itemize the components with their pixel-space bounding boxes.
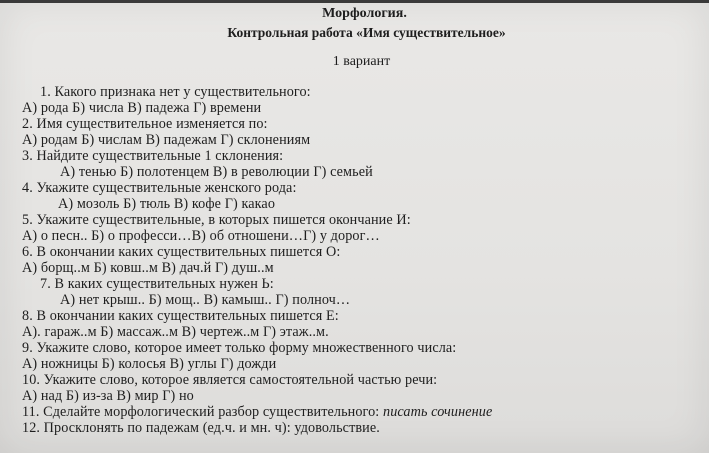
answers-6: А) борщ..м Б) ковш..м В) дач.й Г) душ..м <box>22 260 274 276</box>
question-7: 7. В каких существительных нужен Ь: <box>40 276 274 292</box>
variant-label: 1 вариант <box>332 54 391 69</box>
question-1: 1. Какого признака нет у существительного: <box>40 84 311 100</box>
answers-7: А) нет крыш.. Б) мощ.. В) камыш.. Г) полноч… <box>60 292 351 308</box>
answers-2: А) родам Б) числам В) падежам Г) склонениям <box>22 132 311 148</box>
question-5: 5. Укажите существительные, в которых пишется окончание И: <box>22 212 411 228</box>
question-2: 2. Имя существительное изменяется по: <box>22 116 268 132</box>
question-10: 10. Укажите слово, которое является самостоятельной частью речи: <box>22 372 438 388</box>
test-title: Контрольная работа «Имя существительное» <box>227 25 506 40</box>
answers-1: А) рода Б) числа В) падежа Г) времени <box>22 100 262 116</box>
answers-5: А) о песн.. Б) о професси…В) об отношени…Г) у дорог… <box>22 228 380 244</box>
question-4: 4. Укажите существительные женского рода: <box>22 180 297 196</box>
question-11-task: писать сочинение <box>383 404 493 420</box>
answers-10: А) над Б) из-за В) мир Г) но <box>22 388 194 404</box>
photo-edge <box>0 0 709 3</box>
answers-8: А). гараж..м Б) массаж..м В) чертеж..м Г) этаж..м. <box>22 324 329 340</box>
subject-heading: Морфология. <box>322 6 407 21</box>
answers-4: А) мозоль Б) тюль В) кофе Г) какао <box>58 196 276 212</box>
question-12: 12. Просклонять по падежам (ед.ч. и мн. ч): удовольствие. <box>22 420 380 436</box>
question-8: 8. В окончании каких существительных пишется Е: <box>22 308 339 324</box>
question-9: 9. Укажите слово, которое имеет только форму множественного числа: <box>22 340 457 356</box>
question-3: 3. Найдите существительные 1 склонения: <box>22 148 284 164</box>
answers-3: А) тенью Б) полотенцем В) в революции Г) семьей <box>60 164 373 180</box>
question-11-text: 11. Сделайте морфологический разбор существительного: <box>22 404 384 420</box>
question-11 <box>22 404 492 420</box>
question-6: 6. В окончании каких существительных пишется О: <box>22 244 341 260</box>
answers-9: А) ножницы Б) колосья В) углы Г) дожди <box>22 356 277 372</box>
